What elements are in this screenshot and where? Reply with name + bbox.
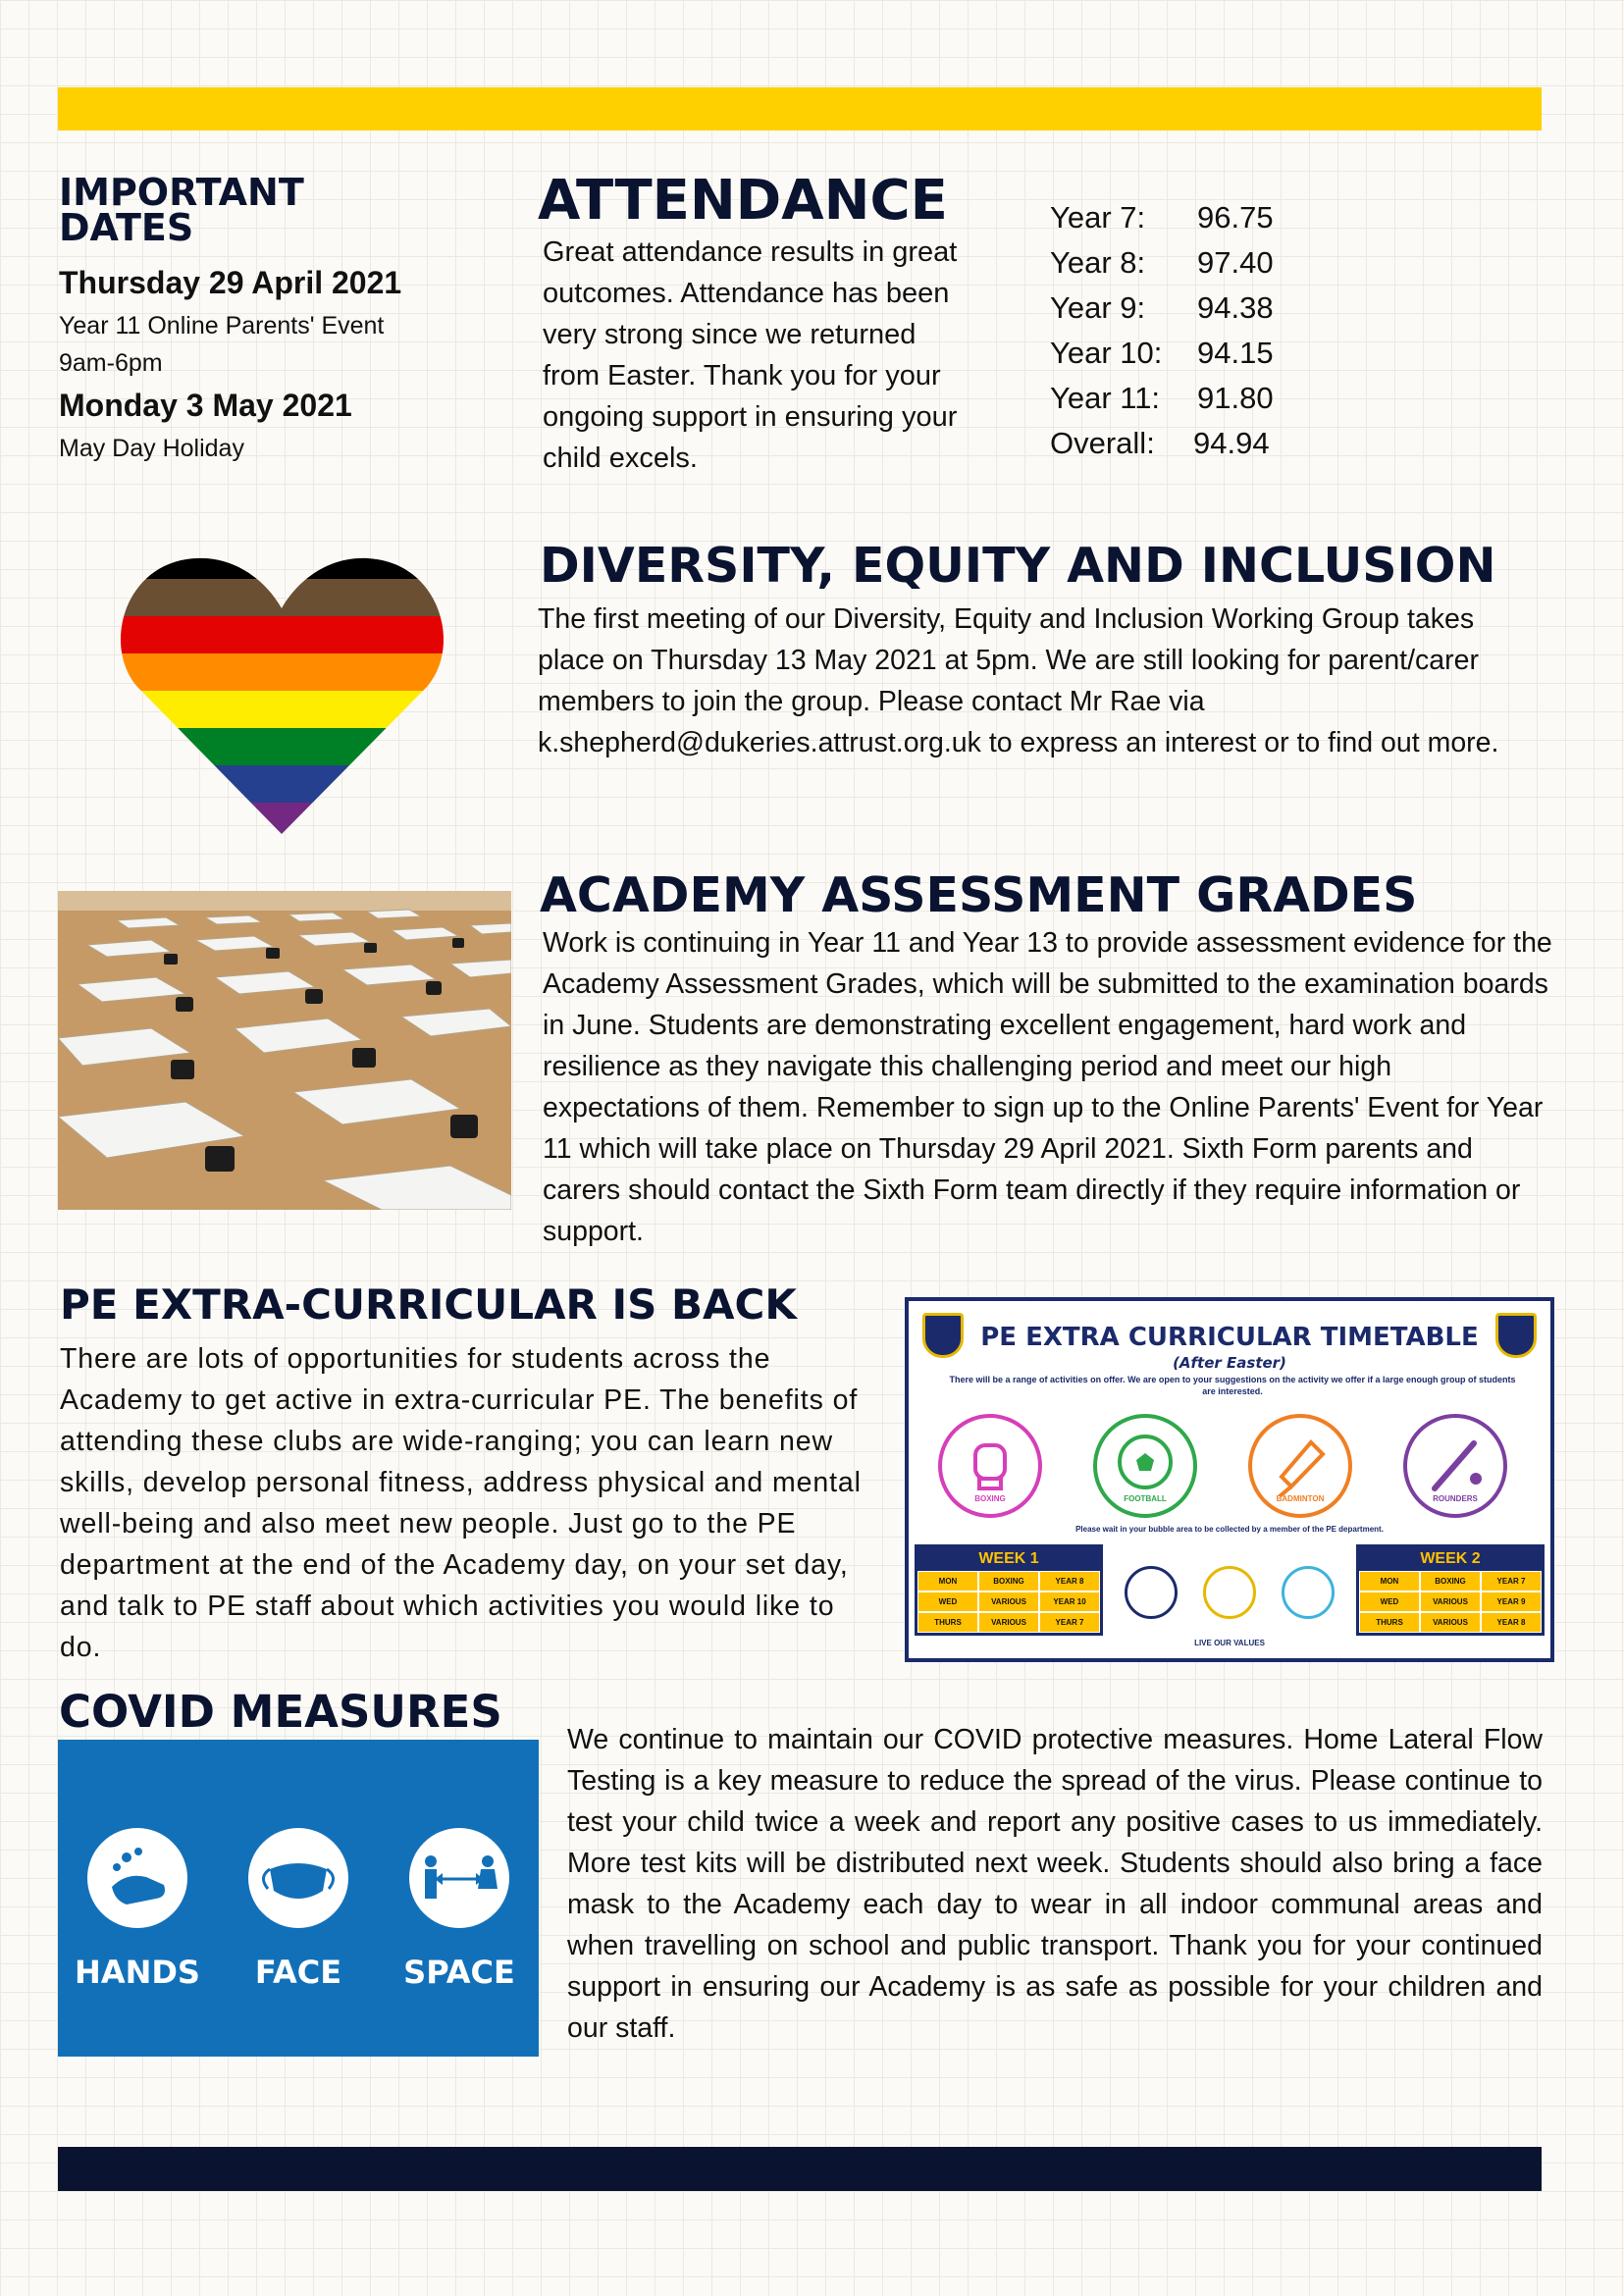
bottom-accent-bar bbox=[58, 2147, 1542, 2191]
cell: VARIOUS bbox=[979, 1613, 1038, 1632]
cell: VARIOUS bbox=[979, 1592, 1038, 1611]
stat-row bbox=[1050, 331, 1274, 376]
stat-value: 94.38 bbox=[1197, 290, 1274, 325]
covid-text: We continue to maintain our COVID protective measures. Home Lateral Flow Testing is a key measure to reduce the spread of the virus. Please continue to test your child twice a week and report any positive cases to us immediately. More test kits will be distributed next week. Students should also bring a face mask to the Academy each day to wear in all indoor communal areas and when travelling on school and public transport. Thank you for your continued support in ensuring our Academy is as safe as possible for your children and our staff. bbox=[567, 1724, 1543, 2044]
live-our-values-label: LIVE OUR VALUES bbox=[1194, 1639, 1265, 1647]
table-row bbox=[917, 1592, 1100, 1612]
cell: YEAR 7 bbox=[1482, 1572, 1541, 1591]
activity-label: FOOTBALL bbox=[1124, 1494, 1167, 1503]
stat-row bbox=[1050, 240, 1274, 286]
stat-row bbox=[1050, 286, 1274, 331]
hands-wash-icon bbox=[87, 1828, 187, 1928]
covid-heading: COVID MEASURES bbox=[59, 1686, 502, 1738]
assessment-heading: ACADEMY ASSESSMENT GRADES bbox=[540, 867, 1418, 923]
stat-value: 91.80 bbox=[1197, 381, 1274, 415]
date-title: Monday 3 May 2021 bbox=[59, 388, 352, 423]
timetable-subtitle: (After Easter) bbox=[1173, 1354, 1286, 1372]
value-ambition-icon bbox=[1282, 1566, 1335, 1619]
cell: YEAR 8 bbox=[1482, 1613, 1541, 1632]
week-title: WEEK 2 bbox=[1359, 1547, 1542, 1571]
cell: YEAR 7 bbox=[1040, 1613, 1099, 1632]
stat-label: Year 7: bbox=[1050, 200, 1146, 235]
stat-value: 96.75 bbox=[1197, 200, 1274, 235]
cell: WED bbox=[918, 1592, 977, 1611]
cell: THURS bbox=[1360, 1613, 1419, 1632]
hands-label: HANDS bbox=[75, 1954, 200, 1991]
pe-text: There are lots of opportunities for students across the Academy to get active in extra-curricular PE. The benefits of attending these clubs are wide-ranging; you can learn new skills, develop personal fitness, address physical and mental well-being and also meet new people. Just go to the PE department at the end of the Academy day, on your set day, and talk to PE staff about which activities you would like to do. bbox=[60, 1343, 862, 1663]
week-title: WEEK 1 bbox=[917, 1547, 1100, 1571]
stat-label: Year 11: bbox=[1050, 381, 1161, 415]
cell: THURS bbox=[918, 1613, 977, 1632]
pride-heart-image bbox=[118, 540, 446, 839]
assessment-text: Work is continuing in Year 11 and Year 13 to provide assessment evidence for the Academy Assessment Grades, which will be submitted to the examination boards in June. Students are demonstrating excellent engagement, hard work and resilience as they navigate this challenging period and meet our high expectations of them. Remember to sign up to the Online Parents' Event for Year 11 which will take place on Thursday 29 April 2021. Sixth Form parents and carers should contact the Sixth Form team directly if they require information or support. bbox=[543, 927, 1552, 1247]
cell: YEAR 9 bbox=[1482, 1592, 1541, 1611]
attendance-heading: ATTENDANCE bbox=[538, 169, 948, 233]
stat-row bbox=[1050, 195, 1274, 240]
timetable-note: There will be a range of activities on offer. We are open to your suggestions on the activity we offer if a large enough group of students are interested. bbox=[949, 1375, 1516, 1396]
activity-label: ROUNDERS bbox=[1433, 1494, 1478, 1503]
cell: YEAR 8 bbox=[1040, 1572, 1099, 1591]
stat-row bbox=[1050, 376, 1274, 421]
date-title: Thursday 29 April 2021 bbox=[59, 265, 402, 300]
cell: VARIOUS bbox=[1421, 1613, 1480, 1632]
table-row bbox=[917, 1571, 1100, 1592]
week-2-table bbox=[1356, 1544, 1545, 1636]
stat-value: 97.40 bbox=[1197, 245, 1274, 280]
diversity-heading: DIVERSITY, EQUITY AND INCLUSION bbox=[540, 538, 1496, 594]
date-line: Year 11 Online Parents' Event bbox=[59, 312, 385, 339]
timetable-title: PE EXTRA CURRICULAR TIMETABLE bbox=[980, 1323, 1479, 1352]
attendance-stats bbox=[1050, 195, 1274, 466]
space-label: SPACE bbox=[403, 1954, 515, 1991]
cell: MON bbox=[918, 1572, 977, 1591]
stat-label: Overall: bbox=[1050, 426, 1155, 460]
cell: BOXING bbox=[979, 1572, 1038, 1591]
cell: VARIOUS bbox=[1421, 1592, 1480, 1611]
table-row bbox=[1359, 1571, 1542, 1592]
face-mask-icon bbox=[248, 1828, 348, 1928]
face-label: FACE bbox=[254, 1954, 342, 1991]
cell: YEAR 10 bbox=[1040, 1592, 1099, 1611]
stat-label: Year 8: bbox=[1050, 245, 1146, 280]
date-line: May Day Holiday bbox=[59, 435, 244, 462]
stat-label: Year 10: bbox=[1050, 336, 1163, 370]
table-row bbox=[1359, 1592, 1542, 1612]
social-distance-icon bbox=[409, 1828, 509, 1928]
table-row bbox=[917, 1612, 1100, 1633]
important-dates-list bbox=[59, 265, 401, 467]
pe-timetable-poster bbox=[905, 1297, 1554, 1662]
important-dates-heading: IMPORTANT DATES bbox=[59, 171, 304, 249]
stat-label: Year 9: bbox=[1050, 290, 1146, 325]
week-1-table bbox=[915, 1544, 1103, 1636]
stat-row bbox=[1050, 421, 1274, 466]
cell: WED bbox=[1360, 1592, 1419, 1611]
attendance-text: Great attendance results in great outcomes. Attendance has been very strong since we returned from Easter. Thank you for your ongoing support in ensuring your child excels. bbox=[543, 236, 958, 474]
timetable-wait-note: Please wait in your bubble area to be collected by a member of the PE department. bbox=[1075, 1525, 1384, 1534]
hands-face-space-graphic bbox=[58, 1740, 539, 2057]
value-respect-icon bbox=[1125, 1566, 1178, 1619]
activity-label: BADMINTON bbox=[1276, 1494, 1325, 1503]
stat-value: 94.94 bbox=[1193, 426, 1270, 460]
top-accent-bar bbox=[58, 87, 1542, 130]
pe-heading: PE EXTRA-CURRICULAR IS BACK bbox=[60, 1280, 797, 1329]
exam-desks-illustration bbox=[58, 891, 511, 1210]
exam-hall-photo bbox=[58, 891, 511, 1210]
activity-label: BOXING bbox=[974, 1494, 1006, 1503]
cell: BOXING bbox=[1421, 1572, 1480, 1591]
diversity-text: The first meeting of our Diversity, Equity and Inclusion Working Group takes place on Thursday 13 May 2021 at 5pm. We are still looking for parent/carer members to join the group. Please contact Mr Rae via k.shepherd@dukeries.attrust.org.uk to express an interest or to find out more. bbox=[538, 603, 1499, 758]
stat-value: 94.15 bbox=[1197, 336, 1274, 370]
value-resilience-icon bbox=[1203, 1566, 1256, 1619]
cell: MON bbox=[1360, 1572, 1419, 1591]
table-row bbox=[1359, 1612, 1542, 1633]
date-line: 9am-6pm bbox=[59, 349, 163, 377]
